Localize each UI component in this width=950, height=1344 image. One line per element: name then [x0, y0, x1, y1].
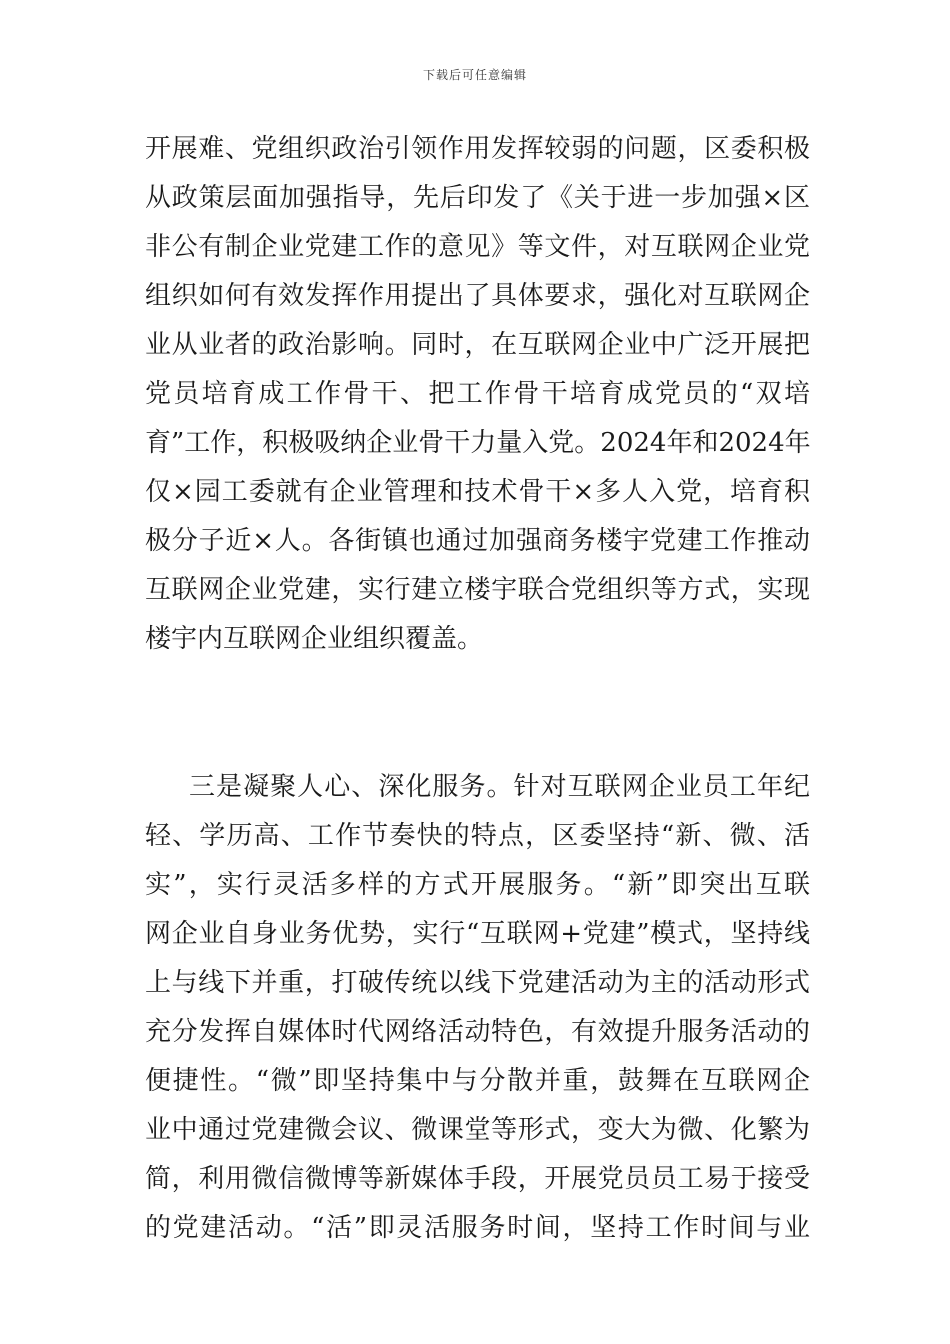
text-line: 便捷性。“微”即坚持集中与分散并重，鼓舞在互联网企	[145, 1066, 810, 1096]
text-line: 育”工作，积极吸纳企业骨干力量入党。2024年和2024年	[145, 428, 811, 458]
text-line: 充分发挥自媒体时代网络活动特色，有效提升服务活动的	[145, 1017, 810, 1047]
text-line: 极分子近×人。各街镇也通过加强商务楼宇党建工作推动	[145, 526, 810, 556]
document-body	[145, 125, 810, 1253]
text-line: 简，利用微信微博等新媒体手段，开展党员员工易于接受	[145, 1164, 810, 1194]
text-line: 网企业自身业务优势，实行“互联网+党建”模式，坚持线	[145, 919, 810, 949]
page-header-note: 下载后可任意编辑	[422, 68, 527, 82]
text-line: 楼宇内互联网企业组织覆盖。	[145, 624, 484, 654]
paragraph-2	[145, 763, 810, 1253]
text-line: 轻、学历高、工作节奏快的特点，区委坚持“新、微、活	[145, 821, 810, 851]
text-line: 组织如何有效发挥作用提出了具体要求，强化对互联网企	[145, 281, 810, 311]
text-line: 党员培育成工作骨干、把工作骨干培育成党员的“双培	[145, 379, 810, 409]
text-line: 业从业者的政治影响。同时，在互联网企业中广泛开展把	[145, 330, 810, 360]
paragraph-1	[145, 125, 810, 664]
text-line: 实”，实行灵活多样的方式开展服务。“新”即突出互联	[145, 870, 810, 900]
text-line: 开展难、党组织政治引领作用发挥较弱的问题，区委积极	[145, 134, 810, 164]
text-line: 仅×园工委就有企业管理和技术骨干×多人入党，培育积	[145, 477, 810, 507]
text-line: 的党建活动。“活”即灵活服务时间，坚持工作时间与业	[145, 1213, 810, 1243]
text-line: 上与线下并重，打破传统以线下党建活动为主的活动形式	[145, 968, 810, 998]
text-line: 互联网企业党建，实行建立楼宇联合党组织等方式，实现	[145, 575, 810, 605]
text-line: 从政策层面加强指导，先后印发了《关于进一步加强×区	[145, 183, 810, 213]
paragraph-spacer	[145, 664, 810, 763]
text-line: 三是凝聚人心、深化服务。针对互联网企业员工年纪	[189, 772, 810, 802]
text-line: 非公有制企业党建工作的意见》等文件，对互联网企业党	[145, 232, 810, 262]
text-line: 业中通过党建微会议、微课堂等形式，变大为微、化繁为	[145, 1115, 810, 1145]
